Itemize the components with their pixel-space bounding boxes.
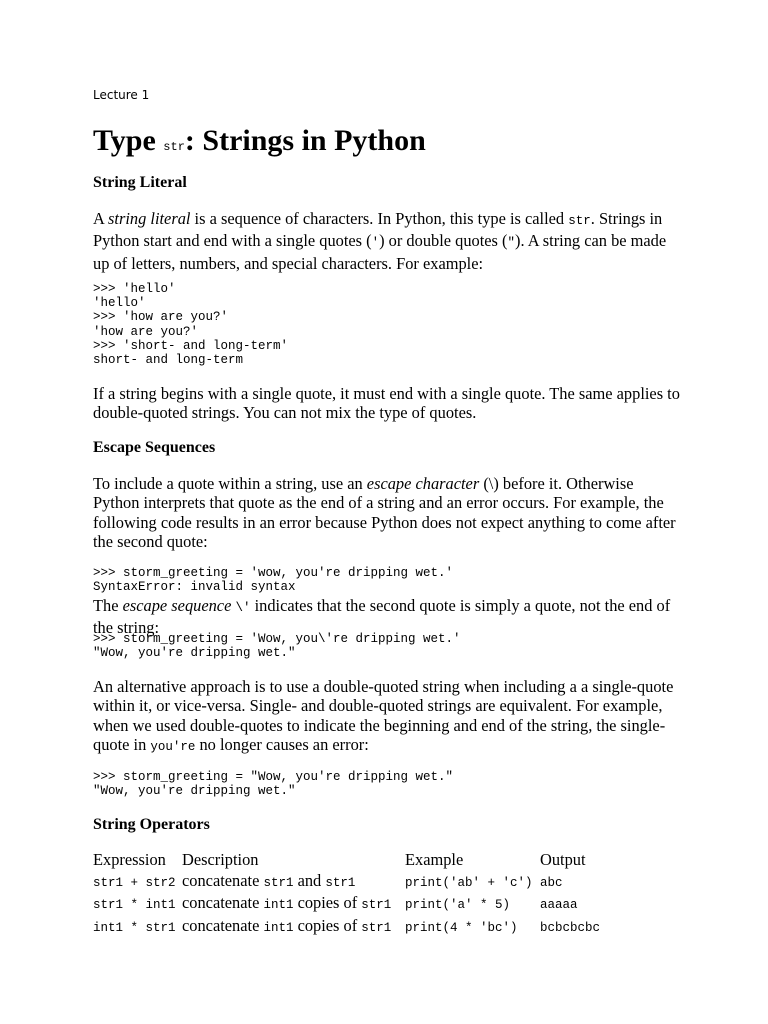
page-title: [93, 122, 426, 166]
text: concatenate: [182, 870, 264, 890]
code-block-escaped-quote: >>> storm_greeting = 'Wow, you\'re dripping wet.' "Wow, you're dripping wet.": [93, 632, 461, 661]
title-text: Type: [93, 124, 164, 157]
cell-example: print(4 * 'bc'): [405, 920, 518, 935]
text: no longer causes an error:: [195, 735, 369, 755]
cell-expression: str1 * int1: [93, 898, 176, 912]
text: and: [293, 870, 326, 890]
cell-description: [182, 871, 405, 894]
cell-example: print('ab' + 'c'): [405, 875, 533, 890]
cell-expression: str1 + str2: [93, 875, 176, 890]
table-row: [93, 916, 603, 939]
text: (\) before it. Otherwise Python interprets that quote as the end of a string and an error occurs. For example, the following code results in an error because Python does not expect anything to come after the second quote:: [93, 474, 676, 552]
inline-code: int1: [263, 898, 294, 912]
string-operators-table: [93, 850, 603, 938]
text: A: [93, 209, 109, 228]
text: copies of: [293, 893, 362, 912]
emphasis: escape sequence: [122, 596, 232, 615]
cell-example: print('a' * 5): [405, 898, 511, 912]
heading-string-literal: String Literal: [93, 174, 187, 191]
inline-code: str1: [263, 875, 294, 890]
cell-description: [182, 893, 405, 916]
text: ). A string can be made up of letters, numbers, and special characters. For example:: [93, 231, 667, 273]
inline-code: str1: [361, 898, 392, 912]
paragraph-string-literal: [93, 209, 683, 273]
text: ) or double quotes (: [379, 231, 508, 251]
text: To include a quote within a string, use an: [93, 474, 367, 493]
text: An alternative approach is to use a double-quoted string when including a a single-quote within it, or vice-versa. Single- and double-quoted strings are equivalent. For example, when we used double-quotes to indicate the beginning and end of the string, the single-quote in: [93, 677, 674, 755]
text: concatenate: [182, 915, 264, 935]
column-header-example: Example: [405, 850, 464, 869]
inline-code: you're: [150, 740, 196, 755]
emphasis: string literal: [108, 209, 191, 228]
inline-code: \': [235, 601, 251, 615]
inline-code: str1: [361, 920, 392, 935]
table-row: [93, 893, 603, 916]
column-header-description: Description: [182, 850, 259, 869]
code-block-double-quoted: >>> storm_greeting = "Wow, you're dripping wet." "Wow, you're dripping wet.": [93, 770, 454, 799]
paragraph-escape-character: [93, 474, 683, 552]
cell-output: aaaaa: [540, 898, 578, 912]
cell-description: [182, 916, 405, 939]
title-code: str: [163, 140, 185, 154]
text: is a sequence of characters. In Python, this type is called: [190, 209, 569, 228]
title-text-rest: : Strings in Python: [184, 124, 426, 157]
inline-code: str1: [325, 875, 356, 890]
inline-code: str: [568, 214, 591, 228]
paragraph-double-quoted-alternative: [93, 677, 683, 758]
inline-code: ': [371, 236, 380, 251]
text: copies of: [293, 915, 362, 935]
paragraph-quote-matching: If a string begins with a single quote, it must end with a single quote. The same applies to double-quoted strings. You can not mix the type of quotes.: [93, 384, 680, 423]
cell-expression: int1 * str1: [93, 920, 176, 935]
code-block-literal-examples: >>> 'hello' 'hello' >>> 'how are you?' 'how are you?' >>> 'short- and long-term' short- and long-term: [93, 282, 289, 368]
text: . Strings in Python start and end with a single quotes (: [93, 209, 663, 251]
table-row: [93, 871, 603, 894]
column-header-output: Output: [540, 850, 586, 869]
cell-output: abc: [540, 875, 563, 890]
inline-code: ": [507, 236, 516, 251]
text: concatenate: [182, 893, 264, 912]
column-header-expression: Expression: [93, 850, 166, 869]
table-header-row: [93, 850, 603, 871]
cell-output: bcbcbcbc: [540, 920, 601, 935]
code-block-syntax-error: >>> storm_greeting = 'wow, you're dripping wet.' SyntaxError: invalid syntax: [93, 566, 454, 595]
inline-code: int1: [263, 920, 294, 935]
text: indicates that the second quote is simply a quote, not the end of the string:: [93, 596, 671, 638]
heading-escape-sequences: Escape Sequences: [93, 439, 216, 456]
lecture-header: Lecture 1: [93, 88, 150, 102]
text: The: [93, 596, 123, 615]
heading-string-operators: String Operators: [93, 816, 210, 833]
emphasis: escape character: [366, 474, 480, 493]
